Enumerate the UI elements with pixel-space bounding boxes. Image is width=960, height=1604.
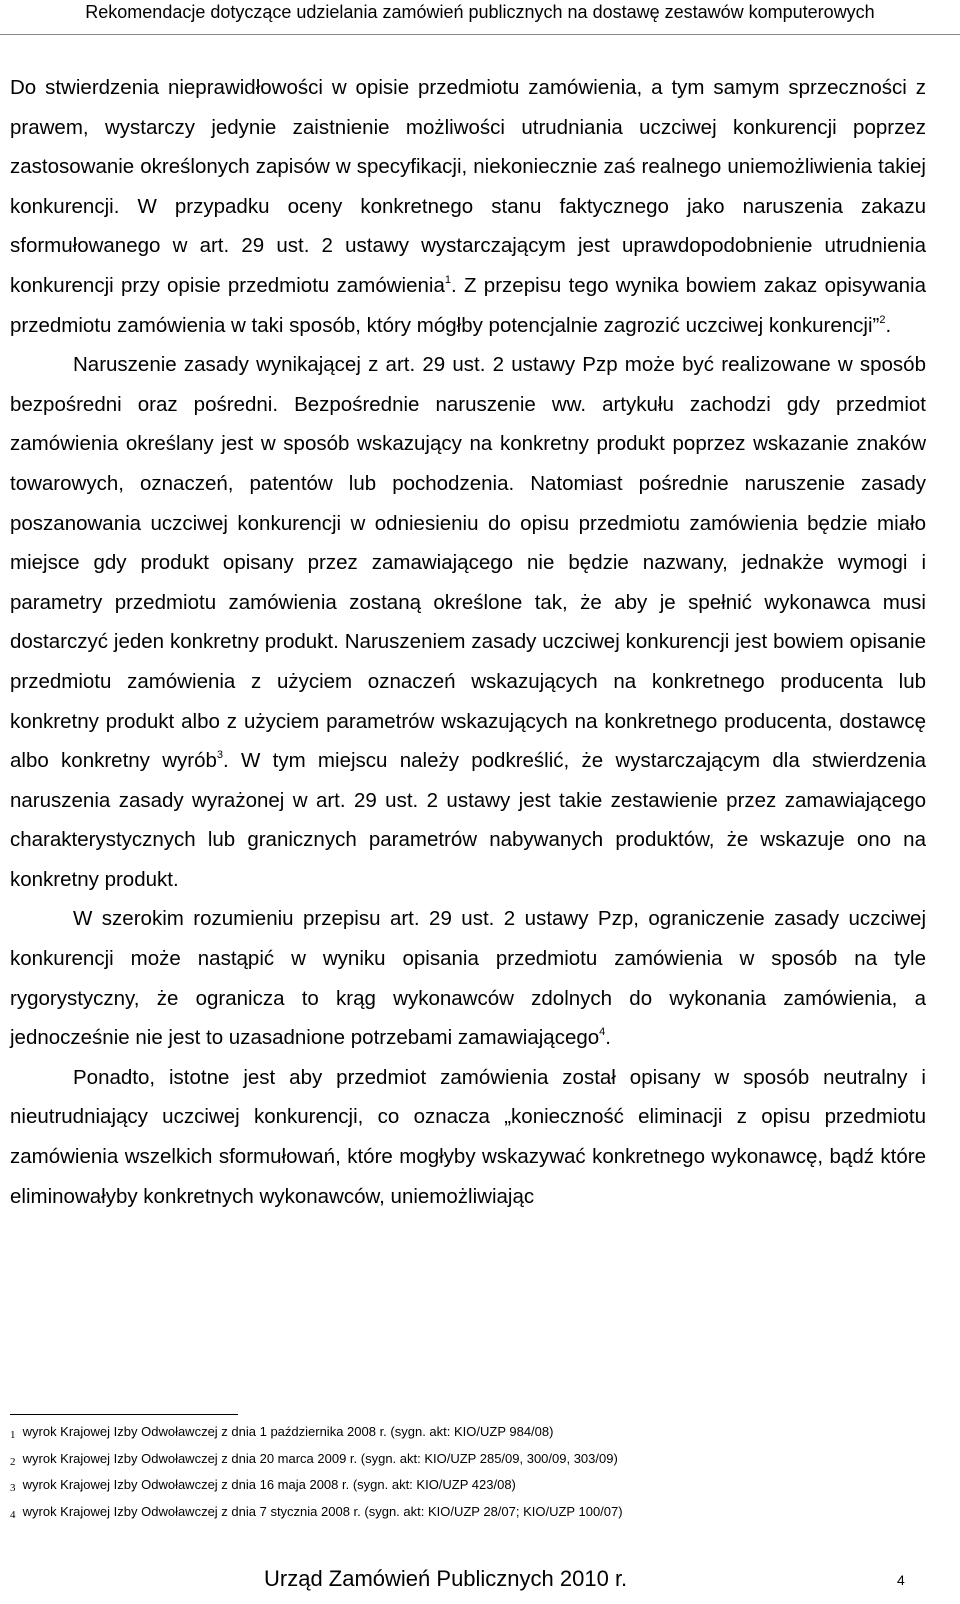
paragraph-1-text-c: . xyxy=(885,313,892,337)
footnote-number: 1 xyxy=(10,1429,16,1441)
footnote-2 xyxy=(10,1449,930,1476)
footnote-separator xyxy=(10,1414,238,1415)
paragraph-3-text-a: W szerokim rozumieniu przepisu art. 29 ust. 2 ustawy Pzp, ograniczenie zasady uczciwej konkurencji może nastąpić w wyniku opisania przedmiotu zamówienia w sposób na tyle rygorystyczny, że ogranicza to krąg wykonawców zdolnych do wykonania zamówienia, a jednocześnie nie jest to uzasadnione potrzebami zamawiającego xyxy=(10,907,926,1050)
running-header-title: Rekomendacje dotyczące udzielania zamówień publicznych na dostawę zestawów komputerowych xyxy=(85,2,875,22)
paragraph-3-text-b: . xyxy=(605,1026,611,1050)
footer-title: Urząd Zamówień Publicznych 2010 r. xyxy=(264,1566,628,1591)
page-number: 4 xyxy=(897,1572,905,1588)
paragraph-2-text-a: Naruszenie zasady wynikającej z art. 29 ust. 2 ustawy Pzp może być realizowane w sposób bezpośredni oraz pośredni. Bezpośrednie naruszenie ww. artykułu zachodzi gdy przedmiot zamówienia określany jest w sposób wskazujący na konkretny produkt poprzez wskazanie znaków towarowych, oznaczeń, patentów lub pochodzenia. Natomiast pośrednie naruszenie zasady poszanowania uczciwej konkurencji w odniesieniu do opisu przedmiotu zamówienia będzie miało miejsce gdy produkt opisany przez zamawiającego nie będzie nazwany, jednakże wymogi i parametry przedmiotu zamówienia zostaną określone tak, że aby je spełnić wykonawca musi dostarczyć jeden konkretny produkt. Naruszeniem zasady uczciwej konkurencji jest bowiem opisanie przedmiotu zamówienia z użyciem oznaczeń wskazujących na konkretnego producenta lub konkretny produkt albo z użyciem parametrów wskazujących na konkretnego producenta, dostawcę albo konkretny wyrób xyxy=(10,353,926,773)
footnote-4 xyxy=(10,1502,930,1529)
footnote-3 xyxy=(10,1475,930,1502)
paragraph-1-text-b: . Z przepisu tego wynika bowiem zakaz opisywania przedmiotu zamówienia w taki sposób, który mógłby potencjalnie zagrozić uczciwej konkurencji” xyxy=(10,273,926,337)
running-header xyxy=(0,0,960,24)
footnote-number: 3 xyxy=(10,1482,16,1494)
paragraph-2-text-b: . W tym miejscu należy podkreślić, że wystarczającym dla stwierdzenia naruszenia zasady wyrażonej w art. 29 ust. 2 ustawy jest takie zestawienie przez zamawiającego charakterystycznych lub granicznych parametrów nabywanych produktów, że wskazuje ono na konkretny produkt. xyxy=(10,749,926,891)
paragraph-4-text: Ponadto, istotne jest aby przedmiot zamówienia został opisany w sposób neutralny i nieutrudniający uczciwej konkurencji, co oznacza „konieczność eliminacji z opisu przedmiotu zamówienia wszelkich sformułowań, które mogłyby wskazywać konkretnego wykonawcę, bądź które eliminowałyby konkretnych wykonawców, uniemożliwiając xyxy=(10,1065,926,1208)
footnote-number: 2 xyxy=(10,1455,16,1468)
footnote-text: wyrok Krajowej Izby Odwoławczej z dnia 20 marca 2009 r. (sygn. akt: KIO/UZP 285/09, 300/09, 303/09) xyxy=(22,1450,618,1466)
footnote-text: wyrok Krajowej Izby Odwoławczej z dnia 16 maja 2008 r. (sygn. akt: KIO/UZP 423/08) xyxy=(22,1477,516,1492)
footnote-1 xyxy=(10,1422,930,1449)
footnote-ref-2: 2 xyxy=(879,313,886,326)
footnotes xyxy=(10,1422,930,1528)
footnote-ref-1: 1 xyxy=(444,273,451,286)
footnote-ref-3: 3 xyxy=(216,749,224,762)
paragraph-1-text-a: Do stwierdzenia nieprawidłowości w opisie przedmiotu zamówienia, a tym samym sprzeczności z prawem, wystarczy jedynie zaistnienie możliwości utrudniania uczciwej konkurencji poprzez zastosowanie określonych zapisów w specyfikacji, niekoniecznie zaś realnego uniemożliwienia takiej konkurencji. W przypadku oceny konkretnego stanu faktycznego jako naruszenia zakazu sformułowanego w art. 29 ust. 2 ustawy wystarczającym jest uprawdopodobnienie utrudnienia konkurencji przy opisie przedmiotu zamówienia xyxy=(10,76,926,297)
footnote-text: wyrok Krajowej Izby Odwoławczej z dnia 7 stycznia 2008 r. (sygn. akt: KIO/UZP 28/07; KIO/UZP 100/07) xyxy=(22,1503,623,1519)
footnote-number: 4 xyxy=(10,1508,16,1521)
footnote-text: wyrok Krajowej Izby Odwoławczej z dnia 1 października 2008 r. (sygn. akt: KIO/UZP 984/08) xyxy=(22,1424,554,1439)
paragraph-1 xyxy=(10,68,926,345)
document-body xyxy=(10,68,926,1216)
paragraph-4 xyxy=(10,1058,926,1216)
paragraph-2 xyxy=(10,345,926,899)
paragraph-3 xyxy=(10,899,926,1057)
header-divider xyxy=(0,34,960,35)
footnote-ref-4: 4 xyxy=(599,1026,606,1039)
